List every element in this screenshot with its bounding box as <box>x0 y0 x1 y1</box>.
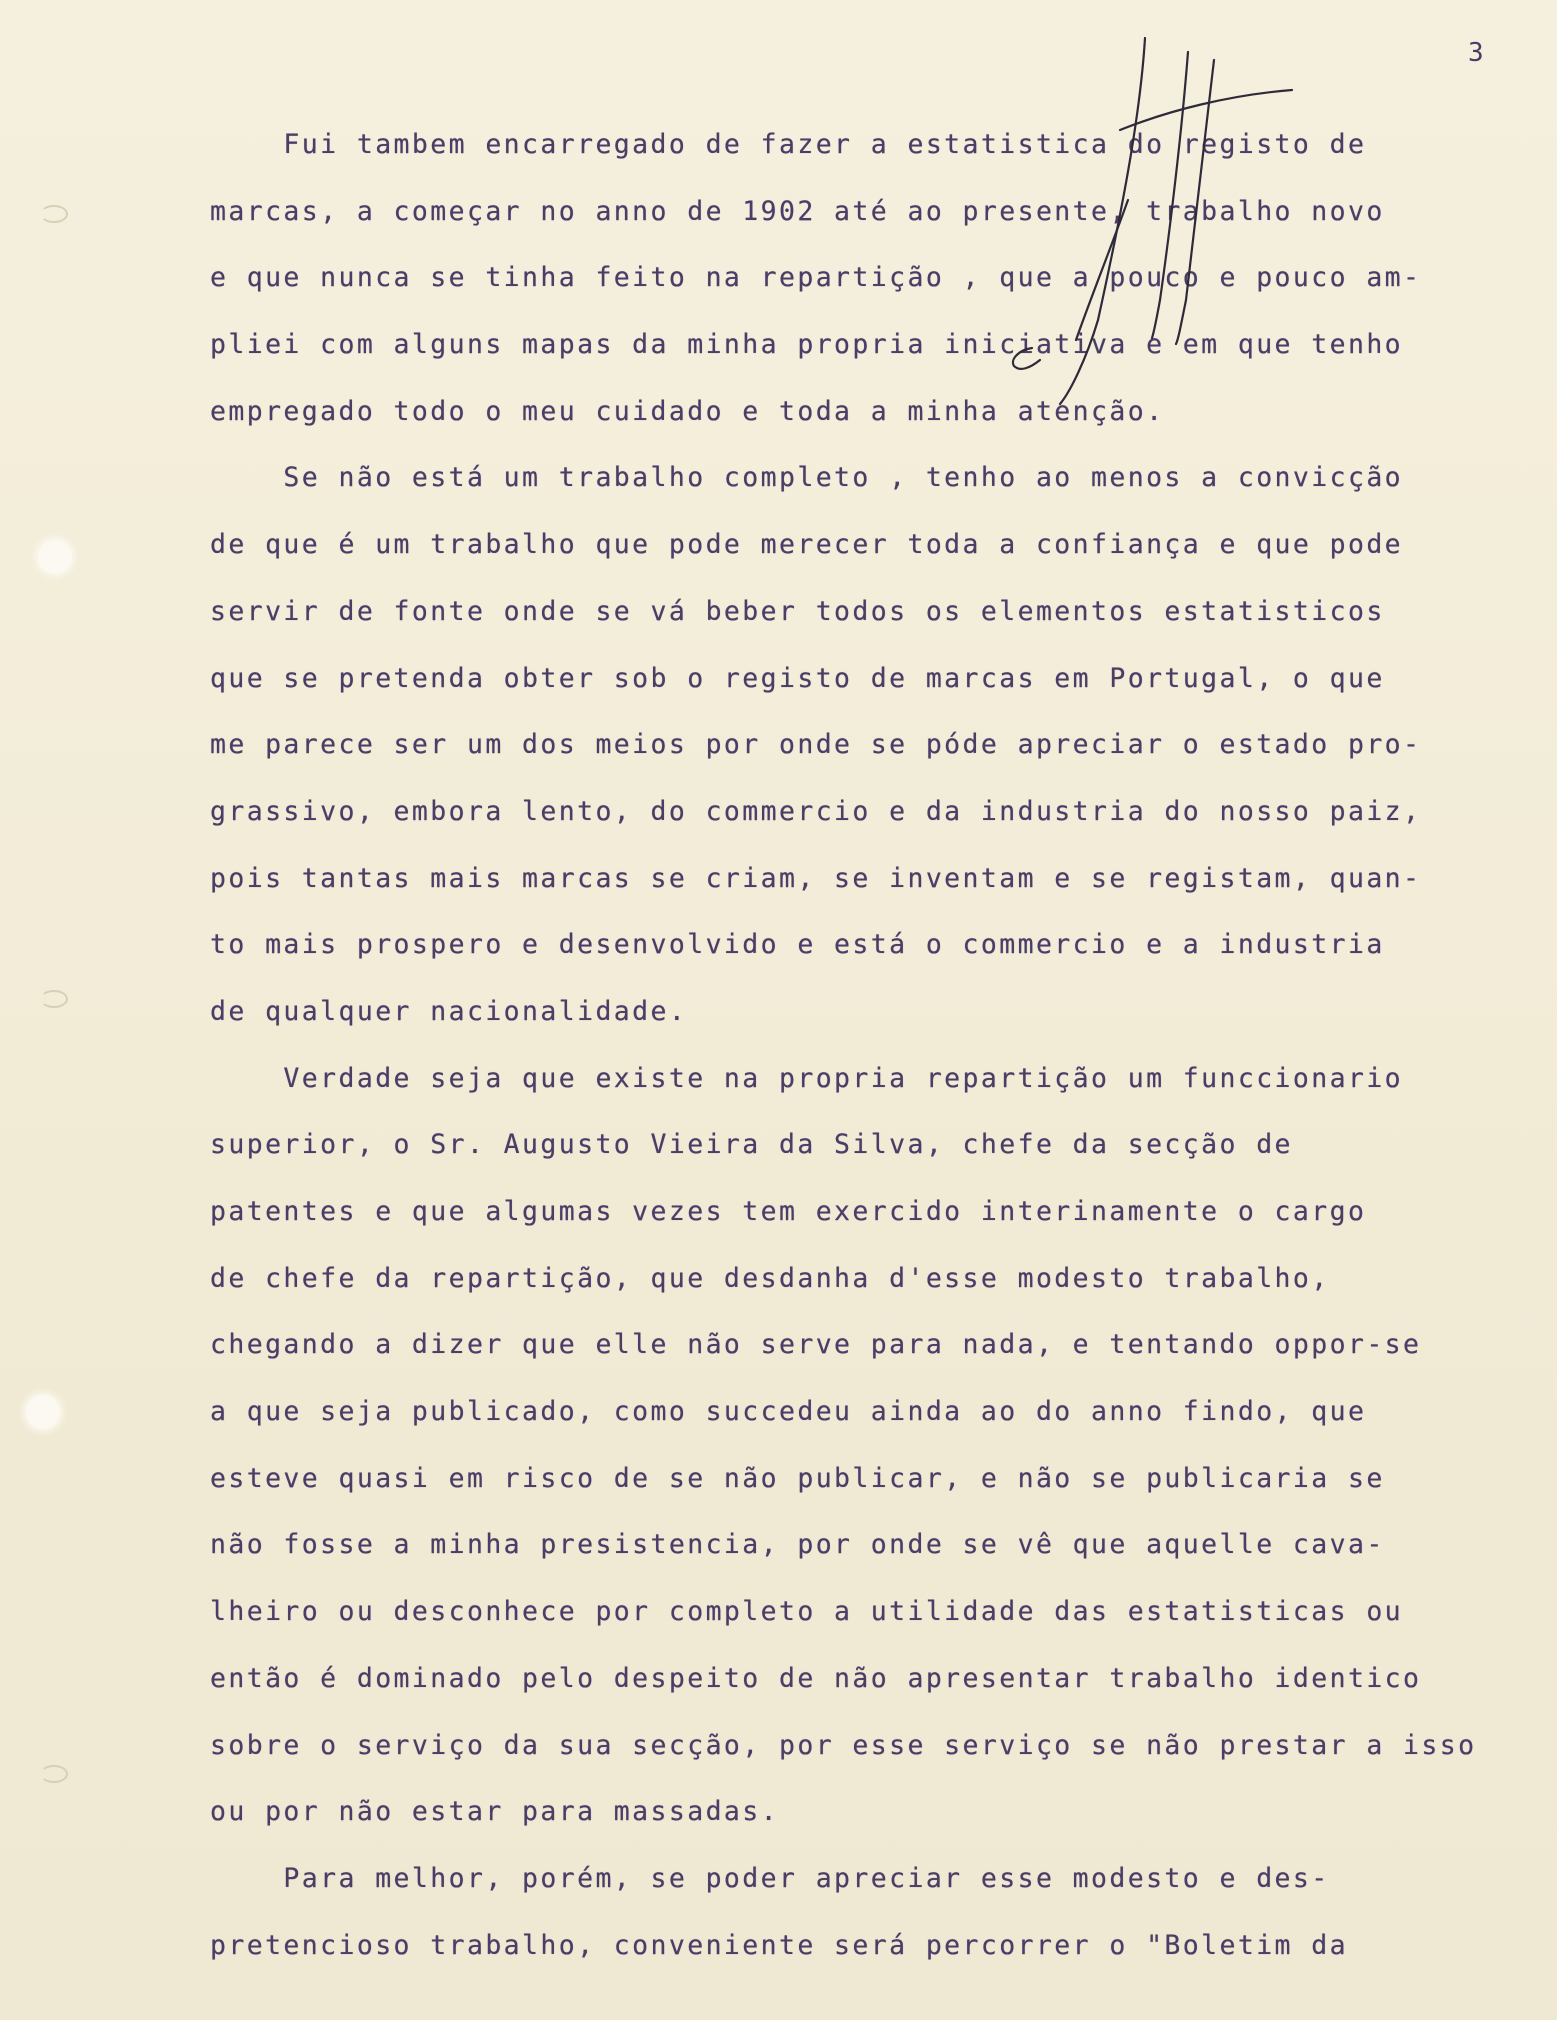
text-line: me parece ser um dos meios por onde se póde apreciar o estado pro- <box>210 729 1422 761</box>
text-line: pretencioso trabalho, conveniente será percorrer o "Boletim da <box>210 1929 1348 1961</box>
text-line: de chefe da repartição, que desdanha d'esse modesto trabalho, <box>210 1262 1330 1294</box>
text-line: sobre o serviço da sua secção, por esse serviço se não prestar a isso <box>210 1729 1477 1761</box>
text-line: empregado todo o meu cuidado e toda a minha atenção. <box>210 395 1165 427</box>
text-line: pois tantas mais marcas se criam, se inventam e se registam, quan- <box>210 862 1422 894</box>
text-line: servir de fonte onde se vá beber todos os elementos estatisticos <box>210 595 1385 627</box>
text-line: e que nunca se tinha feito na repartição , que a pouco e pouco am- <box>210 262 1422 294</box>
text-line: esteve quasi em risco de se não publicar, e não se publicaria se <box>210 1462 1385 1494</box>
text-line: Fui tambem encarregado de fazer a estatistica do registo de <box>210 129 1367 160</box>
text-line: Para melhor, porém, se poder apreciar esse modesto e des- <box>210 1862 1330 1894</box>
text-line: Se não está um trabalho completo , tenho ao menos a convicção <box>210 462 1404 494</box>
text-line: de qualquer nacionalidade. <box>210 995 688 1027</box>
text-line: de que é um trabalho que pode merecer toda a confiança e que pode <box>210 529 1404 561</box>
text-line: ou por não estar para massadas. <box>210 1796 779 1828</box>
text-line: pliei com alguns mapas da minha propria iniciativa e em que tenho <box>210 329 1404 361</box>
text-line: grassivo, embora lento, do commercio e da industria do nosso paiz, <box>210 795 1422 827</box>
text-line: não fosse a minha presistencia, por onde se vê que aquelle cava- <box>210 1529 1385 1561</box>
text-line: Verdade seja que existe na propria repartição um funccionario <box>210 1062 1404 1094</box>
text-line: então é dominado pelo despeito de não apresentar trabalho identico <box>210 1662 1422 1694</box>
text-line: a que seja publicado, como succedeu ainda ao do anno findo, que <box>210 1396 1367 1428</box>
text-line: patentes e que algumas vezes tem exercido interinamente o cargo <box>210 1196 1367 1227</box>
text-line: que se pretenda obter sob o registo de marcas em Portugal, o que <box>210 662 1385 694</box>
text-line: marcas, a começar no anno de 1902 até ao presente, trabalho novo <box>210 195 1385 227</box>
text-line: to mais prospero e desenvolvido e está o commercio e a industria <box>210 929 1385 961</box>
text-line: superior, o Sr. Augusto Vieira da Silva, chefe da secção de <box>210 1129 1293 1161</box>
text-line: lheiro ou desconhece por completo a utilidade das estatisticas ou <box>210 1596 1404 1628</box>
text-line: chegando a dizer que elle não serve para nada, e tentando oppor-se <box>210 1329 1422 1361</box>
page-number: 3 <box>1468 38 1485 68</box>
